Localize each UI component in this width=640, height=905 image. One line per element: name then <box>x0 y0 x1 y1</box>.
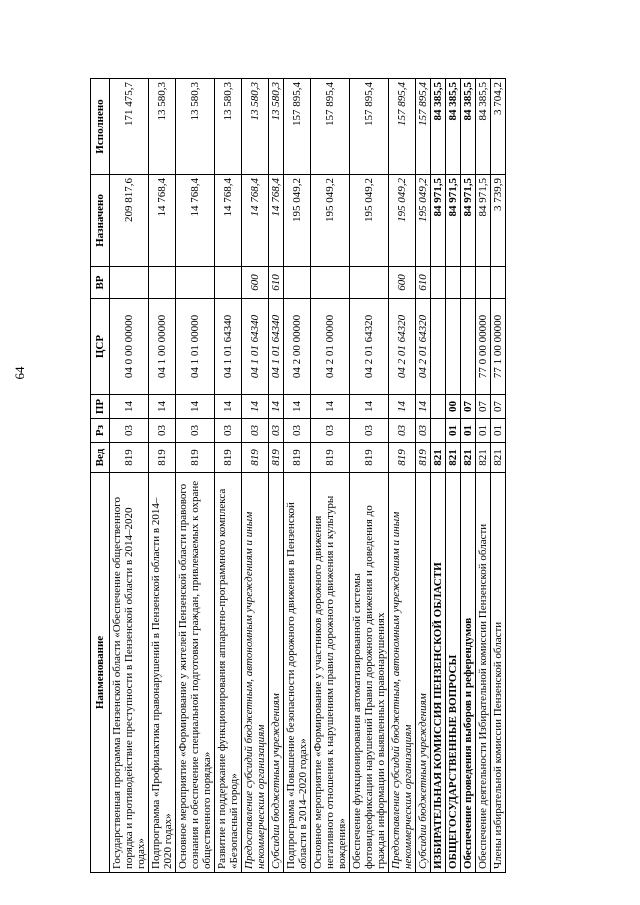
table-row <box>215 79 242 873</box>
cell-pr: 14 <box>311 395 350 419</box>
cell-name: Основное мероприятие «Формирование у участников дорожного движения негативного отношения к нарушениям правил дорожного движения и культуры вождения» <box>311 473 350 873</box>
cell-pr: 14 <box>284 395 311 419</box>
cell-pr: 14 <box>389 395 416 419</box>
cell-name: Субсидии бюджетным учреждениям <box>269 473 284 873</box>
table-header-row <box>91 79 110 873</box>
header-vr: ВР <box>91 267 110 299</box>
cell-assigned: 14 768,4 <box>176 175 215 267</box>
cell-vr: 610 <box>416 267 431 299</box>
cell-executed: 171 475,7 <box>110 79 149 175</box>
cell-rz: 03 <box>242 419 269 443</box>
cell-rz: 03 <box>149 419 176 443</box>
cell-rz: 03 <box>416 419 431 443</box>
cell-ved: 821 <box>431 443 446 473</box>
cell-assigned: 195 049,2 <box>416 175 431 267</box>
table-row <box>431 79 446 873</box>
cell-rz: 01 <box>446 419 461 443</box>
cell-name: Основное мероприятие «Формирование у жителей Пензенской области правового сознания и обеспечение специальной подготовки граждан, привлекаемых к охране общественного порядка» <box>176 473 215 873</box>
cell-executed: 3 704,2 <box>491 79 506 175</box>
cell-assigned: 84 971,5 <box>446 175 461 267</box>
cell-pr: 14 <box>350 395 389 419</box>
cell-rz <box>431 419 446 443</box>
cell-csr: 77 0 00 00000 <box>476 299 491 395</box>
cell-csr: 04 0 00 00000 <box>110 299 149 395</box>
cell-pr: 14 <box>242 395 269 419</box>
cell-vr <box>311 267 350 299</box>
cell-ved: 819 <box>176 443 215 473</box>
cell-vr <box>446 267 461 299</box>
cell-csr: 04 2 01 64320 <box>350 299 389 395</box>
cell-pr: 14 <box>176 395 215 419</box>
cell-vr: 610 <box>269 267 284 299</box>
cell-csr: 77 1 00 00000 <box>491 299 506 395</box>
cell-rz: 01 <box>461 419 476 443</box>
cell-assigned: 84 971,5 <box>476 175 491 267</box>
cell-name: Обеспечение деятельности Избирательной комиссии Пензенской области <box>476 473 491 873</box>
cell-vr <box>350 267 389 299</box>
cell-vr <box>149 267 176 299</box>
table-row <box>149 79 176 873</box>
cell-name: Обеспечение проведения выборов и референдумов <box>461 473 476 873</box>
budget-table <box>90 78 506 873</box>
cell-assigned: 195 049,2 <box>284 175 311 267</box>
cell-executed: 13 580,3 <box>242 79 269 175</box>
cell-executed: 84 385,5 <box>476 79 491 175</box>
cell-vr <box>476 267 491 299</box>
cell-name: Субсидии бюджетным учреждениям <box>416 473 431 873</box>
cell-vr <box>110 267 149 299</box>
cell-name: Предоставление субсидий бюджетным, автономным учреждениям и иным некоммерческим организациям <box>242 473 269 873</box>
cell-assigned: 14 768,4 <box>215 175 242 267</box>
cell-assigned: 84 971,5 <box>431 175 446 267</box>
cell-vr: 600 <box>389 267 416 299</box>
cell-pr: 14 <box>215 395 242 419</box>
table-row <box>491 79 506 873</box>
cell-rz: 03 <box>350 419 389 443</box>
cell-pr: 14 <box>110 395 149 419</box>
cell-ved: 821 <box>491 443 506 473</box>
cell-csr <box>431 299 446 395</box>
cell-pr: 00 <box>446 395 461 419</box>
cell-rz: 03 <box>284 419 311 443</box>
cell-csr: 04 2 01 64320 <box>416 299 431 395</box>
table-row <box>389 79 416 873</box>
cell-vr <box>284 267 311 299</box>
cell-assigned: 209 817,6 <box>110 175 149 267</box>
cell-ved: 819 <box>389 443 416 473</box>
cell-rz: 03 <box>389 419 416 443</box>
cell-pr: 14 <box>149 395 176 419</box>
cell-rz: 03 <box>176 419 215 443</box>
cell-name: Члены избирательной комиссии Пензенской области <box>491 473 506 873</box>
table-row <box>476 79 491 873</box>
table-row <box>416 79 431 873</box>
table-row <box>311 79 350 873</box>
header-ved: Вед <box>91 443 110 473</box>
cell-pr: 07 <box>491 395 506 419</box>
cell-csr: 04 2 01 64320 <box>389 299 416 395</box>
cell-executed: 157 895,4 <box>416 79 431 175</box>
cell-rz: 03 <box>215 419 242 443</box>
table-row <box>446 79 461 873</box>
table-row <box>350 79 389 873</box>
cell-ved: 819 <box>311 443 350 473</box>
cell-vr <box>176 267 215 299</box>
cell-name: Подпрограмма «Повышение безопасности дорожного движения в Пензенской области в 2014–2020 годах» <box>284 473 311 873</box>
cell-ved: 821 <box>476 443 491 473</box>
cell-pr: 07 <box>476 395 491 419</box>
cell-ved: 819 <box>284 443 311 473</box>
cell-ved: 819 <box>416 443 431 473</box>
cell-executed: 13 580,3 <box>215 79 242 175</box>
cell-csr: 04 1 00 00000 <box>149 299 176 395</box>
cell-executed: 157 895,4 <box>350 79 389 175</box>
rotated-page-content <box>90 79 603 873</box>
cell-ved: 819 <box>149 443 176 473</box>
cell-name: Обеспечение функционирования автоматизированной системы фотовидеофиксации нарушений Правил дорожного движения и доведения до граждан информации о выявленных правонарушениях <box>350 473 389 873</box>
cell-assigned: 84 971,5 <box>461 175 476 267</box>
header-assigned: Назначено <box>91 175 110 267</box>
cell-csr: 04 1 01 64340 <box>269 299 284 395</box>
header-name: Наименование <box>91 473 110 873</box>
table-row <box>269 79 284 873</box>
cell-vr <box>461 267 476 299</box>
cell-assigned: 195 049,2 <box>350 175 389 267</box>
cell-assigned: 14 768,4 <box>269 175 284 267</box>
cell-csr: 04 1 01 64340 <box>242 299 269 395</box>
cell-csr: 04 2 00 00000 <box>284 299 311 395</box>
cell-vr <box>215 267 242 299</box>
cell-name: Государственная программа Пензенской области «Обеспечение общественного порядка и противодействие преступности в Пензенской области в 2014–2020 годах» <box>110 473 149 873</box>
header-rz: Рз <box>91 419 110 443</box>
cell-executed: 84 385,5 <box>431 79 446 175</box>
cell-name: ИЗБИРАТЕЛЬНАЯ КОМИССИЯ ПЕНЗЕНСКОЙ ОБЛАСТИ <box>431 473 446 873</box>
cell-pr: 14 <box>416 395 431 419</box>
cell-ved: 819 <box>350 443 389 473</box>
cell-executed: 84 385,5 <box>461 79 476 175</box>
cell-rz: 03 <box>311 419 350 443</box>
cell-csr <box>461 299 476 395</box>
cell-name: Развитие и поддержание функционирования аппаратно-программного комплекса «Безопасный город» <box>215 473 242 873</box>
cell-rz: 03 <box>110 419 149 443</box>
cell-executed: 157 895,4 <box>311 79 350 175</box>
cell-executed: 13 580,3 <box>176 79 215 175</box>
header-executed: Исполнено <box>91 79 110 175</box>
cell-executed: 13 580,3 <box>269 79 284 175</box>
cell-pr <box>431 395 446 419</box>
cell-ved: 819 <box>215 443 242 473</box>
cell-vr <box>491 267 506 299</box>
header-csr: ЦСР <box>91 299 110 395</box>
cell-rz: 01 <box>476 419 491 443</box>
cell-ved: 819 <box>242 443 269 473</box>
cell-ved: 821 <box>446 443 461 473</box>
header-pr: ПР <box>91 395 110 419</box>
cell-executed: 13 580,3 <box>149 79 176 175</box>
table-body <box>110 79 506 873</box>
cell-ved: 821 <box>461 443 476 473</box>
cell-csr: 04 1 01 00000 <box>176 299 215 395</box>
cell-csr: 04 1 01 64340 <box>215 299 242 395</box>
cell-executed: 157 895,4 <box>389 79 416 175</box>
cell-csr: 04 2 01 00000 <box>311 299 350 395</box>
table-row <box>176 79 215 873</box>
cell-rz: 01 <box>491 419 506 443</box>
cell-pr: 07 <box>461 395 476 419</box>
cell-name: Предоставление субсидий бюджетным, автономным учреждениям и иным некоммерческим организациям <box>389 473 416 873</box>
table-row <box>242 79 269 873</box>
cell-name: Подпрограмма «Профилактика правонарушений в Пензенской области в 2014–2020 годах» <box>149 473 176 873</box>
cell-ved: 819 <box>110 443 149 473</box>
cell-csr <box>446 299 461 395</box>
cell-assigned: 3 739,9 <box>491 175 506 267</box>
cell-assigned: 14 768,4 <box>149 175 176 267</box>
cell-vr: 600 <box>242 267 269 299</box>
cell-vr <box>431 267 446 299</box>
table-row <box>461 79 476 873</box>
cell-rz: 03 <box>269 419 284 443</box>
page-number: 64 <box>12 366 27 380</box>
table-row <box>110 79 149 873</box>
table-row <box>284 79 311 873</box>
cell-assigned: 195 049,2 <box>389 175 416 267</box>
cell-ved: 819 <box>269 443 284 473</box>
cell-executed: 157 895,4 <box>284 79 311 175</box>
cell-assigned: 14 768,4 <box>242 175 269 267</box>
cell-assigned: 195 049,2 <box>311 175 350 267</box>
cell-name: ОБЩЕГОСУДАРСТВЕННЫЕ ВОПРОСЫ <box>446 473 461 873</box>
cell-executed: 84 385,5 <box>446 79 461 175</box>
cell-pr: 14 <box>269 395 284 419</box>
